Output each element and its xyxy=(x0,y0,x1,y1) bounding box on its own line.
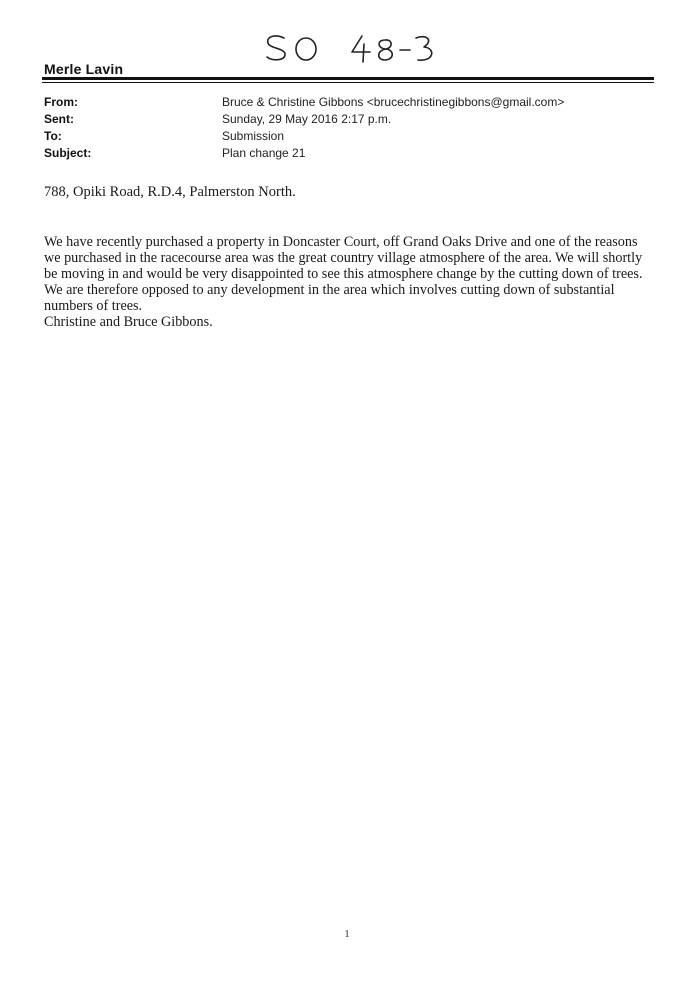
page-number: 1 xyxy=(344,929,350,940)
subject-value: Plan change 21 xyxy=(222,146,306,160)
to-label: To: xyxy=(44,129,62,143)
handwritten-reference-stamp xyxy=(258,30,458,70)
email-body xyxy=(44,234,644,314)
to-value: Submission xyxy=(222,129,285,143)
header-row-to xyxy=(44,128,644,145)
header-rule-thin xyxy=(42,82,654,83)
sent-value: Sunday, 29 May 2016 2:17 p.m. xyxy=(222,112,392,126)
sent-label: Sent: xyxy=(44,112,74,126)
sender-address: 788, Opiki Road, R.D.4, Palmerston North. xyxy=(44,184,296,200)
from-label: From: xyxy=(44,95,78,109)
header-row-from xyxy=(44,94,644,111)
header-rule-thick xyxy=(42,77,654,80)
mailbox-owner-name: Merle Lavin xyxy=(44,61,124,77)
header-row-sent xyxy=(44,111,644,128)
header-row-subject xyxy=(44,145,644,162)
subject-label: Subject: xyxy=(44,146,92,160)
body-paragraph: We have recently purchased a property in Doncaster Court, off Grand Oaks Drive and one of the reasons we purchased in the racecourse area was the great country village atmosphere of the area. We will shortly be moving in and would be very disappointed to see this atmosphere change by the cutting down of trees. We are therefore opposed to any development in the area which involves cutting down of substantial numbers of trees. xyxy=(44,234,643,314)
from-value: Bruce & Christine Gibbons <brucechristinegibbons@gmail.com> xyxy=(222,95,565,109)
email-header xyxy=(44,94,644,162)
email-signoff: Christine and Bruce Gibbons. xyxy=(44,314,213,330)
